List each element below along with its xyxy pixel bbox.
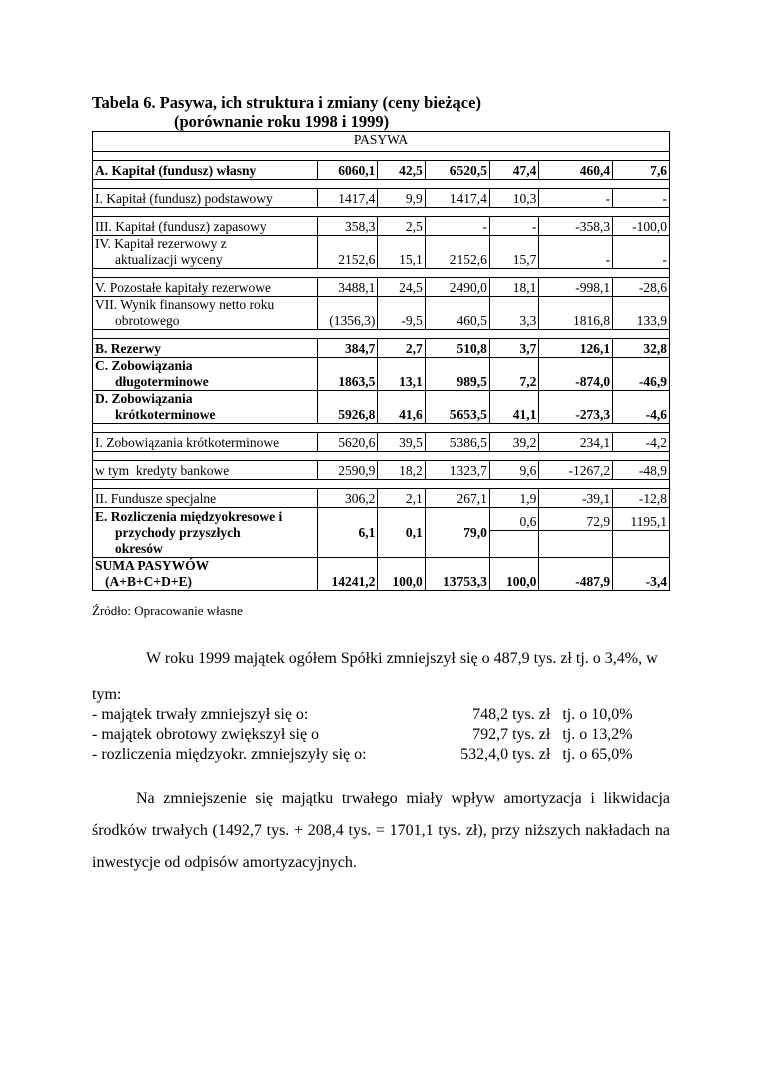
paragraph-1: W roku 1999 majątek ogółem Spółki zmniejszył się o 487,9 tys. zł tj. o 3,4%, w tym: [92, 650, 658, 703]
table-spacer [93, 152, 670, 161]
cell: 6520,5 [425, 161, 489, 180]
row-label-line2: krótkoterminowe [115, 407, 216, 422]
cell: 6060,1 [318, 161, 378, 180]
list-item-pct: tj. o 10,0% [562, 706, 633, 723]
cell: 358,3 [318, 217, 378, 236]
cell: 2,7 [378, 339, 425, 358]
row-label-line1: E. Rozliczenia międzyokresowe i [95, 509, 283, 524]
cell: 24,5 [378, 278, 425, 297]
cell: (1356,3) [318, 297, 378, 330]
cell: 989,5 [425, 358, 489, 391]
table-header: PASYWA [93, 132, 670, 152]
row-label-line2: przychody przyszłych [115, 525, 241, 540]
cell: 7,2 [489, 358, 538, 391]
list-item [92, 705, 652, 725]
table-row [93, 391, 670, 424]
cell: 39,2 [489, 433, 538, 452]
liabilities-table [92, 131, 670, 591]
cell: 0,6 [489, 508, 538, 531]
row-label: A. Kapitał (fundusz) własny [93, 161, 318, 180]
cell: - [539, 236, 613, 269]
cell: -1267,2 [539, 461, 613, 480]
table-spacer [93, 452, 670, 461]
cell: -39,1 [539, 489, 613, 508]
row-label-line1: C. Zobowiązania [95, 358, 193, 373]
table-spacer [93, 480, 670, 489]
cell: 41,6 [378, 391, 425, 424]
cell: 267,1 [425, 489, 489, 508]
row-label-line2: aktualizacji wyceny [115, 252, 223, 267]
table-row [93, 278, 670, 297]
cell: -273,3 [539, 391, 613, 424]
list-item-amount: 792,7 tys. zł [472, 726, 551, 743]
cell: - [613, 189, 670, 208]
list-item-pct: tj. o 65,0% [562, 746, 633, 763]
table-spacer [93, 208, 670, 217]
cell: -100,0 [613, 217, 670, 236]
table-row [93, 339, 670, 358]
row-label-line1: VII. Wynik finansowy netto roku [95, 297, 275, 312]
cell: 1417,4 [425, 189, 489, 208]
cell: 1,9 [489, 489, 538, 508]
paragraph-2: Na zmniejszenie się majątku trwałego miały wpływ amortyzacja i likwidacja środków trwałych (1492,7 tys. + 208,4 tys. = 1701,1 tys. zł), przy niższych nakładach na inwestycje od odpisów amortyzacyjnych. [92, 790, 670, 871]
cell: 234,1 [539, 433, 613, 452]
cell: - [539, 189, 613, 208]
cell: 126,1 [539, 339, 613, 358]
table-row [93, 558, 670, 591]
list-item-desc: - rozliczenia międzyokr. zmniejszyły się o: [92, 746, 367, 763]
table-row [93, 189, 670, 208]
cell: 13753,3 [425, 558, 489, 591]
cell: 15,1 [378, 236, 425, 269]
cell: 3488,1 [318, 278, 378, 297]
cell: 72,9 [539, 508, 613, 531]
cell: 13,1 [378, 358, 425, 391]
table-row [93, 236, 670, 269]
cell: 32,8 [613, 339, 670, 358]
row-label: I. Zobowiązania krótkoterminowe [93, 433, 318, 452]
table-title-line2: (porównanie roku 1998 i 1999) [174, 112, 390, 131]
list-item-pct: tj. o 13,2% [562, 726, 633, 743]
cell: 14241,2 [318, 558, 378, 591]
cell: -12,8 [613, 489, 670, 508]
cell: 5926,8 [318, 391, 378, 424]
cell: 41,1 [489, 391, 538, 424]
cell: 9,9 [378, 189, 425, 208]
cell: -48,9 [613, 461, 670, 480]
cell: 100,0 [489, 558, 538, 591]
cell: - [489, 217, 538, 236]
table-row [93, 297, 670, 330]
cell: 5653,5 [425, 391, 489, 424]
row-label-line2: (A+B+C+D+E) [105, 574, 193, 589]
cell: -28,6 [613, 278, 670, 297]
cell: 15,7 [489, 236, 538, 269]
cell: 39,5 [378, 433, 425, 452]
cell: -4,6 [613, 391, 670, 424]
table-row [93, 508, 670, 531]
cell: 3,3 [489, 297, 538, 330]
cell: 7,6 [613, 161, 670, 180]
cell: 2590,9 [318, 461, 378, 480]
cell: -998,1 [539, 278, 613, 297]
cell: -9,5 [378, 297, 425, 330]
table-row [93, 161, 670, 180]
table-spacer [93, 424, 670, 433]
row-label [93, 297, 318, 330]
cell: 2490,0 [425, 278, 489, 297]
row-label: B. Rezerwy [93, 339, 318, 358]
cell: 1816,8 [539, 297, 613, 330]
row-label-line3: okresów [115, 541, 163, 556]
cell: 18,1 [489, 278, 538, 297]
cell: 1863,5 [318, 358, 378, 391]
cell: 384,7 [318, 339, 378, 358]
row-label: I. Kapitał (fundusz) podstawowy [93, 189, 318, 208]
empty-cell [613, 531, 670, 558]
row-label-line1: IV. Kapitał rezerwowy z [95, 236, 227, 251]
row-label-line1: D. Zobowiązania [95, 391, 193, 406]
cell: -3,4 [613, 558, 670, 591]
cell: -46,9 [613, 358, 670, 391]
cell: 2,5 [378, 217, 425, 236]
list-item-desc: - majątek trwały zmniejszył się o: [92, 706, 309, 723]
cell: 0,1 [378, 508, 425, 558]
cell: 2,1 [378, 489, 425, 508]
row-label [93, 558, 318, 591]
table-spacer [93, 269, 670, 278]
cell: -487,9 [539, 558, 613, 591]
cell: -358,3 [539, 217, 613, 236]
cell: 5386,5 [425, 433, 489, 452]
change-list [92, 705, 652, 765]
cell: 18,2 [378, 461, 425, 480]
cell: 460,4 [539, 161, 613, 180]
list-item-amount: 748,2 tys. zł [472, 706, 551, 723]
cell: 3,7 [489, 339, 538, 358]
cell: 1195,1 [613, 508, 670, 531]
cell: 2152,6 [318, 236, 378, 269]
cell: -4,2 [613, 433, 670, 452]
table-row [93, 217, 670, 236]
cell: - [613, 236, 670, 269]
empty-cell [489, 531, 538, 558]
row-label-line2: długoterminowe [115, 374, 209, 389]
row-label-line1: SUMA PASYWÓW [95, 558, 210, 573]
cell: 79,0 [425, 508, 489, 558]
row-label: V. Pozostałe kapitały rezerwowe [93, 278, 318, 297]
cell: 42,5 [378, 161, 425, 180]
cell: 1323,7 [425, 461, 489, 480]
cell: 9,6 [489, 461, 538, 480]
table-title-line1: Tabela 6. Pasywa, ich struktura i zmiany (ceny bieżące) [92, 93, 481, 112]
row-label: III. Kapitał (fundusz) zapasowy [93, 217, 318, 236]
empty-cell [539, 531, 613, 558]
cell: 133,9 [613, 297, 670, 330]
table-row [93, 433, 670, 452]
cell: 1417,4 [318, 189, 378, 208]
table-row [93, 461, 670, 480]
table-title [92, 93, 481, 131]
list-item [92, 745, 652, 765]
list-item-desc: - majątek obrotowy zwiększył się o [92, 726, 320, 743]
row-label [93, 508, 318, 558]
cell: - [425, 217, 489, 236]
table-row [93, 489, 670, 508]
list-item-amount: 532,4,0 tys. zł [460, 746, 551, 763]
table-spacer [93, 180, 670, 189]
source-note: Źródło: Opracowanie własne [92, 603, 243, 618]
list-item [92, 725, 652, 745]
cell: 5620,6 [318, 433, 378, 452]
row-label: II. Fundusze specjalne [93, 489, 318, 508]
cell: 460,5 [425, 297, 489, 330]
row-label: w tym kredyty bankowe [93, 461, 318, 480]
row-label [93, 358, 318, 391]
table-spacer [93, 330, 670, 339]
row-label [93, 391, 318, 424]
row-label [93, 236, 318, 269]
cell: 306,2 [318, 489, 378, 508]
cell: 6,1 [318, 508, 378, 558]
cell: 10,3 [489, 189, 538, 208]
cell: -874,0 [539, 358, 613, 391]
row-label-line2: obrotowego [115, 313, 180, 328]
cell: 510,8 [425, 339, 489, 358]
table-row [93, 358, 670, 391]
cell: 47,4 [489, 161, 538, 180]
cell: 100,0 [378, 558, 425, 591]
cell: 2152,6 [425, 236, 489, 269]
